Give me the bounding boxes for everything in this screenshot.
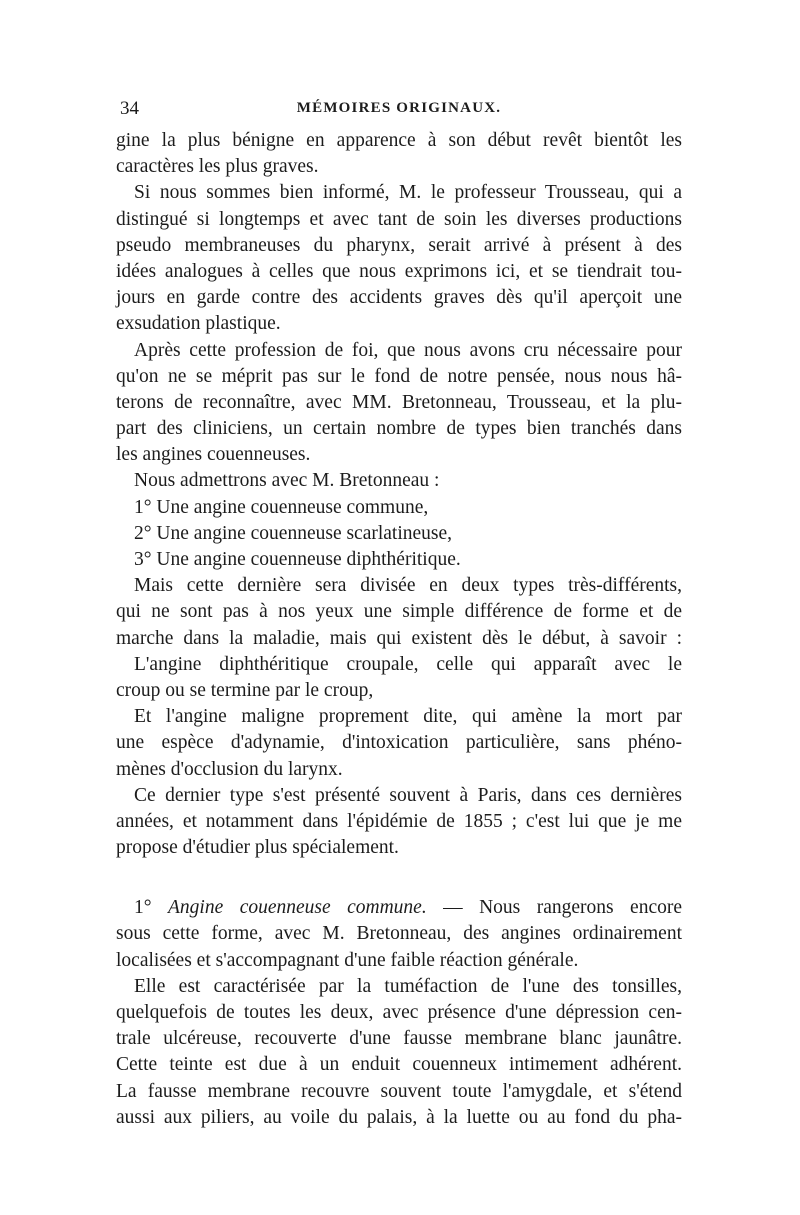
text-line: La fausse membrane recouvre souvent toute l'amygdale, et s'étend	[116, 1080, 682, 1102]
text-line: distingué si longtemps et avec tant de soin les diverses productions	[116, 208, 682, 230]
section-heading-rest: — Nous rangerons encore	[426, 897, 683, 919]
text-line: gine la plus bénigne en apparence à son début revêt bientôt les	[116, 130, 682, 151]
section-paragraph-block	[116, 921, 682, 1131]
text-line: Après cette profession de foi, que nous avons cru nécessaire pour	[134, 339, 682, 361]
text-line: années, et notamment dans l'épidémie de 1855 ; c'est lui que je me	[116, 810, 682, 832]
section-heading-number: 1°	[134, 897, 152, 919]
text-line: Et l'angine maligne proprement dite, qui amène la mort par	[134, 706, 682, 728]
text-line: propose d'étudier plus spécialement.	[116, 837, 399, 859]
text-line: quelquefois de toutes les deux, avec présence d'une dépression cen-	[116, 1002, 682, 1023]
text-line: sous cette forme, avec M. Bretonneau, des angines ordinairement	[116, 923, 682, 945]
text-line: mènes d'occlusion du larynx.	[116, 758, 343, 780]
text-line: 1° Une angine couenneuse commune,	[134, 496, 429, 518]
text-line: jours en garde contre des accidents graves dès qu'il aperçoit une	[116, 287, 682, 309]
text-line: trale ulcéreuse, recouverte d'une fausse membrane blanc jaunâtre.	[116, 1028, 682, 1050]
text-line: Cette teinte est due à un enduit couenneux intimement adhérent.	[116, 1054, 682, 1076]
text-line: qu'on ne se méprit pas sur le fond de notre pensée, nous nous hâ-	[116, 365, 682, 387]
text-line: idées analogues à celles que nous exprimons ici, et se tiendrait tou-	[116, 260, 682, 282]
text-line: Elle est caractérisée par la tuméfaction de l'une des tonsilles,	[134, 975, 682, 997]
page-header	[114, 98, 684, 122]
text-line: Si nous sommes bien informé, M. le professeur Trousseau, qui a	[134, 182, 682, 204]
text-line: les angines couenneuses.	[116, 444, 311, 466]
section-heading	[116, 895, 682, 921]
text-line: pseudo membraneuses du pharynx, serait arrivé à présent à des	[116, 234, 682, 256]
text-line: qui ne sont pas à nos yeux une simple différence de forme et de	[116, 601, 682, 623]
running-title: MÉMOIRES ORIGINAUX.	[296, 100, 502, 116]
text-line: part des cliniciens, un certain nombre de types bien tranchés dans	[116, 418, 682, 440]
text-line: exsudation plastique.	[116, 313, 281, 335]
text-line: terons de reconnaître, avec MM. Bretonneau, Trousseau, et la plu-	[116, 391, 682, 413]
body-text	[116, 128, 682, 1131]
text-line: une espèce d'adynamie, d'intoxication particulière, sans phéno-	[116, 732, 682, 754]
text-line: localisées et s'accompagnant d'une faible réaction générale.	[116, 949, 579, 971]
text-line: croup ou se termine par le croup,	[116, 679, 374, 701]
text-line: 3° Une angine couenneuse diphthéritique.	[134, 549, 461, 570]
text-line: Nous admettrons avec M. Bretonneau :	[134, 470, 440, 492]
section-spacer	[116, 861, 682, 895]
page-number: 34	[120, 98, 139, 119]
paragraph-block	[116, 128, 682, 861]
text-line: L'angine diphthéritique croupale, celle qui apparaît avec le	[134, 653, 682, 675]
text-line: aussi aux piliers, au voile du palais, à la luette ou au fond du pha-	[116, 1106, 682, 1128]
text-line: marche dans la maladie, mais qui existent dès le début, à savoir :	[116, 627, 682, 649]
section-heading-title: Angine couenneuse commune.	[168, 897, 427, 919]
text-line: Mais cette dernière sera divisée en deux types très-différents,	[134, 575, 682, 597]
text-line: 2° Une angine couenneuse scarlatineuse,	[134, 522, 453, 544]
text-line: Ce dernier type s'est présenté souvent à Paris, dans ces dernières	[134, 784, 682, 806]
text-line: caractères les plus graves.	[116, 156, 319, 178]
